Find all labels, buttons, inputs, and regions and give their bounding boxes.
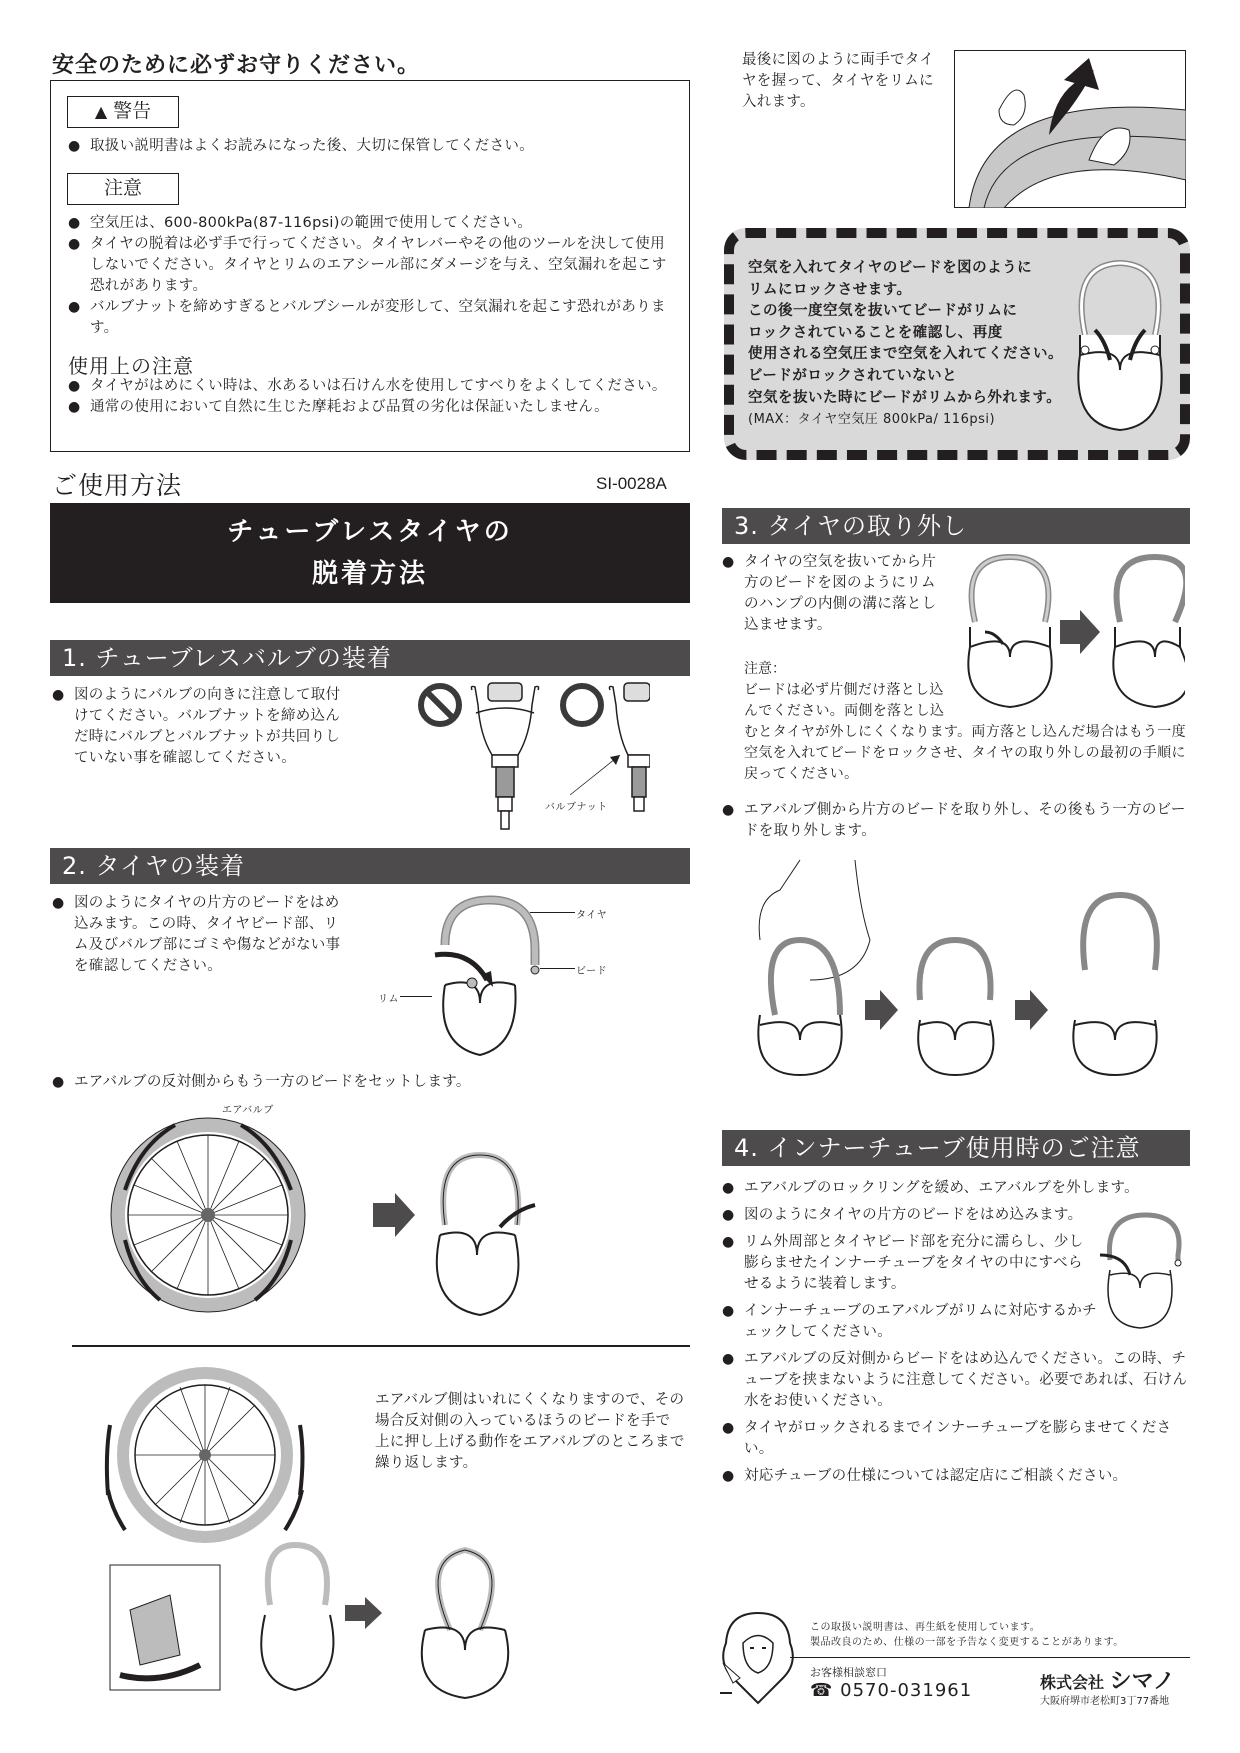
spec-change-note: 製品改良のため、仕様の一部を予告なく変更することがあります。 <box>810 1637 1124 1648</box>
caution-list <box>68 213 668 339</box>
notice-line: リムにロックさせます。 <box>748 281 912 298</box>
section4-item: ● 図のようにタイヤの片方のビードをはめ込みます。 <box>722 1205 1102 1226</box>
valve-wrong-icon <box>471 683 538 829</box>
warning-item: ● 取扱い説明書はよくお読みになった後、大切に保管してください。 <box>68 136 678 157</box>
section2-text <box>52 893 342 977</box>
usage-note-item: ● タイヤがはめにくい時は、水あるいは石けん水を使用してすべりをよくしてください。 <box>68 376 668 397</box>
final-step-text: 最後に図のように両手でタイヤを握って、タイヤをリムに入れます。 <box>742 52 935 110</box>
rim-label: リム <box>378 994 399 1005</box>
caution-label-box <box>67 173 179 205</box>
section3-text <box>722 552 942 636</box>
inner-tube-bead-figure <box>1100 1210 1190 1330</box>
air-valve-label: エアバルブ <box>222 1105 274 1116</box>
bead-removal-figure <box>740 850 1190 1080</box>
phone-row <box>810 1680 972 1701</box>
caution-item: ● 空気圧は、600-800kPa(87-116psi)の範囲で使用してください。 <box>68 213 668 234</box>
valve-correct-icon <box>609 683 650 811</box>
main-title-line1: チューブレスタイヤの <box>227 517 513 547</box>
section2-header: 2. タイヤの装着 <box>50 848 690 884</box>
notice-max-pressure: (MAX：タイヤ空気圧 800kPa/ 116psi) <box>748 412 996 428</box>
wheel-figure-1 <box>105 1115 565 1320</box>
company-address: 大阪府堺市老松町3丁77番地 <box>1040 1696 1170 1707</box>
valve-nut-label: バルブナット <box>545 802 608 813</box>
usage-note-item: ● 通常の使用において自然に生じた摩耗および品質の劣化は保証いたしません。 <box>68 397 668 418</box>
phone-number[interactable]: 0570-031961 <box>840 1680 973 1701</box>
section4-item: ● 対応チューブの仕様については認定店にご相談ください。 <box>722 1466 1188 1487</box>
section2-step2-item: ● エアバルブの反対側からもう一方のビードをセットします。 <box>52 1072 632 1093</box>
bead-drop-figure <box>955 552 1185 712</box>
section4-item: ● インナーチューブのエアバルブがリムに対応するかチェックしてください。 <box>722 1301 1102 1343</box>
tire-label: タイヤ <box>576 910 608 921</box>
footer-divider <box>790 1657 1190 1658</box>
section1-item: ● 図のようにバルブの向きに注意して取付けてください。バルブナットを締め込んだ時にバルブとバルブナットが共回りしていない事を確認してください。 <box>52 685 352 769</box>
notice-line: 空気を入れてタイヤのビードを図のように <box>748 260 1033 276</box>
tire-pointer-arrow <box>530 912 575 913</box>
bead-pointer-arrow <box>540 968 575 969</box>
rim-pointer-arrow <box>400 996 432 997</box>
section2-item: ● 図のようにタイヤの片方のビードをはめ込みます。この時、タイヤビード部、リム及びバルブ部にゴミや傷などがない事を確認してください。 <box>52 893 342 977</box>
section4-header: 4. インナーチューブ使用時のご注意 <box>722 1130 1190 1166</box>
caution-item: ● タイヤの脱着は必ず手で行ってください。タイヤレバーやその他のツールを決して使用しないでください。タイヤとリムのエアシール部にダメージを与え、空気漏れを起こす恐れがあります。 <box>68 234 668 297</box>
bead-label: ビード <box>576 966 608 977</box>
section4-item: ● リム外周部とタイヤビード部を充分に濡らし、少し膨らませたインナーチューブをタイヤの中にすべらせるように装着します。 <box>722 1232 1092 1295</box>
section4-item: ● エアバルブのロックリングを緩め、エアバルブを外します。 <box>722 1178 1188 1199</box>
contact-label: お客様相談窓口 <box>810 1666 887 1679</box>
usage-heading: ご使用方法 <box>52 471 183 500</box>
section4-item: ● タイヤがロックされるまでインナーチューブを膨らませてください。 <box>722 1418 1188 1460</box>
section3-note-text-a: ビードは必ず片側だけ落とし込んでください。両側を落とし込 <box>744 682 945 719</box>
brand-name: シマノ <box>1109 1669 1175 1694</box>
section3-header: 3. タイヤの取り外し <box>722 508 1190 544</box>
notice-line: 使用される空気圧まで空気を入れてください。 <box>748 346 1063 363</box>
main-title-line2: 脱着方法 <box>311 559 428 589</box>
main-title-banner <box>50 503 690 603</box>
section3-note-label: 注意： <box>744 661 786 677</box>
section3-note-text-b: むとタイヤが外しにくくなります。両方落とし込んだ場合はもう一度空気を入れてビードをロックさせ、タイヤの取り外しの最初の手順に戻ってください。 <box>744 724 1186 782</box>
warning-triangle-icon: ▲ <box>94 102 108 121</box>
notice-line: ロックされていることを確認し、再度 <box>748 324 1003 341</box>
company-name <box>1040 1664 1175 1695</box>
caution-item: ● バルブナットを締めすぎるとバルブシールが変形して、空気漏れを起こす恐れがあります。 <box>68 297 668 339</box>
warning-list <box>68 136 678 157</box>
divider-line <box>72 1345 690 1347</box>
prohibited-icon <box>421 686 459 724</box>
phone-icon: ☎ <box>810 1680 834 1701</box>
valve-install-figure <box>410 675 650 845</box>
customer-service-mascot-icon <box>718 1608 798 1708</box>
section2-step3-text: エアバルブ側はいれにくくなりますので、その場合反対側の入っているほうのビードを手で上に押し上げる動作をエアバルブのところまで繰り返します。 <box>375 1392 685 1471</box>
section1-header: 1. チューブレスバルブの装着 <box>50 640 690 676</box>
usage-notes-list <box>68 376 668 418</box>
section3-item: ● タイヤの空気を抜いてから片方のビードを図のようにリムのハンプの内側の溝に落とし込ませます。 <box>722 552 942 636</box>
section1-text <box>52 685 352 769</box>
tire-rim-figure-final <box>410 1540 520 1700</box>
tire-bead-rim-figure <box>425 895 555 1065</box>
section2-step2 <box>52 1072 632 1093</box>
doc-code: SI-0028A <box>596 474 667 493</box>
usage-notes-title: 使用上の注意 <box>68 354 194 378</box>
recycled-paper-note: この取扱い説明書は、再生紙を使用しています。 <box>810 1622 1041 1633</box>
notice-line: ビードがロックされていないと <box>748 367 958 384</box>
caution-label: 注意 <box>103 177 142 199</box>
hands-tire-figure <box>954 50 1186 208</box>
section3-step2-item: ● エアバルブ側から片方のビードを取り外し、その後もう一方のビードを取り外します。 <box>722 800 1188 842</box>
warning-label: 警告 <box>113 100 152 122</box>
section4-item: ● エアバルブの反対側からビードをはめ込んでください。この時、チューブを挟まないように注意してください。必要であれば、石けん水をお使いください。 <box>722 1349 1188 1412</box>
bead-lock-figure <box>1070 255 1170 435</box>
warning-label-box <box>67 96 179 128</box>
company-type: 株式会社 <box>1040 1673 1105 1692</box>
footer-notes <box>810 1620 1124 1650</box>
section3-step2 <box>722 800 1188 842</box>
safety-title: 安全のために必ずお守りください。 <box>52 53 421 78</box>
ok-icon <box>563 686 601 724</box>
notice-line: 空気を抜いた時にビードがリムから外れます。 <box>748 389 1062 406</box>
notice-text <box>748 258 1088 431</box>
notice-line: この後一度空気を抜いてビードがリムに <box>748 303 1018 320</box>
